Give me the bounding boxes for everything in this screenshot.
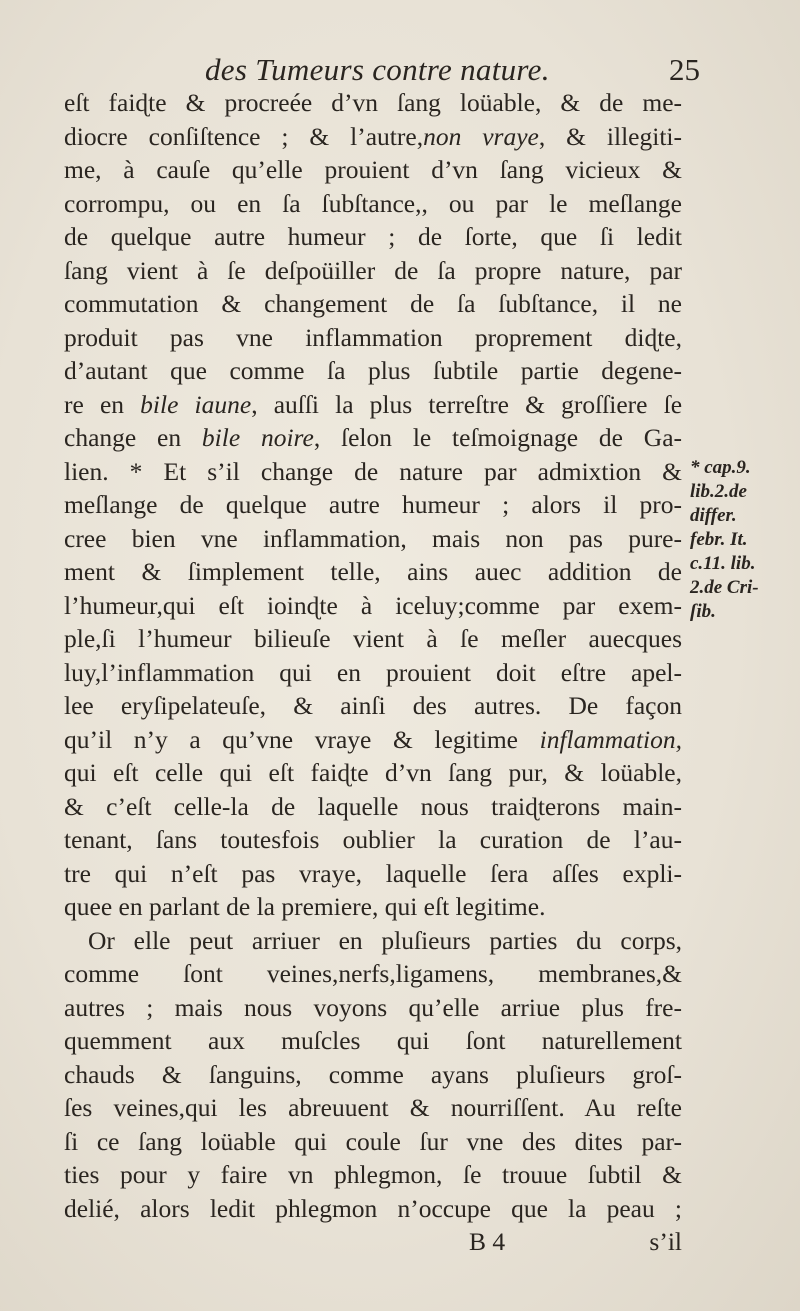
text-line: quee en parlant de la premiere, qui eſt legitime. bbox=[64, 892, 546, 921]
footer-line bbox=[64, 1225, 682, 1259]
text-line bbox=[64, 421, 682, 455]
text-line: produit pas vne inflammation proprement diɖte, bbox=[64, 322, 682, 352]
text-segment: , ſelon le teſmoignage de Ga- bbox=[313, 423, 682, 452]
text-line: ment & ſimplement telle, ains auec addition de bbox=[64, 557, 682, 586]
text-line: & c’eſt celle-la de laquelle nous traiɖterons main- bbox=[64, 791, 682, 821]
margin-note-line: differ. bbox=[690, 505, 737, 526]
text-segment: change en bbox=[64, 423, 182, 452]
italic-term: non vraye bbox=[423, 121, 539, 151]
text-line: tenant, ſans toutesfois oublier la curation de l’au- bbox=[64, 825, 682, 854]
text-line: quemment aux muſcles qui ſont naturellement bbox=[64, 1026, 682, 1055]
text-line: d’autant que comme ſa plus ſubtile partie degene- bbox=[64, 356, 682, 385]
text-line: chauds & ſanguins, comme ayans pluſieurs groſ- bbox=[64, 1059, 682, 1089]
paragraph-start-line: Or elle peut arriuer en pluſieurs parties du corps, bbox=[88, 925, 682, 955]
running-title: des Tumeurs contre nature. bbox=[205, 52, 550, 87]
margin-note-line: febr. It. bbox=[690, 529, 748, 550]
text-line: ſi ce ſang loüable qui coule ſur vne des dites par- bbox=[64, 1126, 682, 1156]
text-line: luy,l’inflammation qui en prouient doit eſtre apel- bbox=[64, 657, 682, 687]
text-line: cree bien vne inflammation, mais non pas pure- bbox=[64, 523, 682, 553]
text-segment: re en bbox=[64, 389, 125, 419]
margin-note bbox=[690, 456, 790, 624]
body-text bbox=[64, 86, 682, 1259]
text-segment: , & illegiti- bbox=[538, 121, 682, 151]
text-line: de quelque autre humeur ; de ſorte, que ſi ledit bbox=[64, 222, 682, 251]
margin-note-line: lib.2.de bbox=[690, 481, 747, 502]
text-line: me, à cauſe qu’elle prouient d’vn ſang vicieux & bbox=[64, 155, 682, 184]
text-line: eſt faiɖte & procreée d’vn ſang loüable, & de me- bbox=[64, 88, 682, 117]
text-line: qui eſt celle qui eſt faiɖte d’vn ſang pur, & loüable, bbox=[64, 758, 682, 787]
text-line: lee eryſipelateuſe, & ainſi des autres. De façon bbox=[64, 691, 682, 720]
text-line bbox=[64, 723, 682, 757]
text-segment: diocre conſiſtence ; & l’autre, bbox=[64, 121, 424, 151]
margin-note-line: ſib. bbox=[690, 601, 716, 622]
text-line: meſlange de quelque autre humeur ; alors il pro- bbox=[64, 490, 682, 519]
page-number: 25 bbox=[669, 52, 700, 87]
italic-term: bile iaune bbox=[140, 389, 252, 419]
text-line: delié, alors ledit phlegmon n’occupe que la peau ; bbox=[64, 1193, 682, 1223]
text-segment: qu’il n’y a qu’vne vraye & legitime bbox=[64, 724, 518, 754]
text-line: commutation & changement de ſa ſubſtance, il ne bbox=[64, 289, 682, 318]
text-line: comme ſont veines,nerfs,ligamens, membranes,& bbox=[64, 959, 682, 988]
margin-note-line: * cap.9. bbox=[690, 457, 751, 478]
italic-term: inflammation, bbox=[539, 724, 683, 754]
text-line: corrompu, ou en ſa ſubſtance,, ou par le meſlange bbox=[64, 188, 682, 218]
text-segment: , auſſi la plus terreſtre & groſſiere ſe bbox=[251, 389, 683, 419]
catchword: s’il bbox=[649, 1227, 682, 1256]
text-line bbox=[64, 120, 682, 154]
margin-note-line: c.11. lib. bbox=[690, 553, 756, 574]
margin-note-line: 2.de Cri- bbox=[690, 577, 759, 598]
text-line: ſang vient à ſe deſpoüiller de ſa propre nature, par bbox=[64, 255, 682, 285]
text-line: ple,ſi l’humeur bilieuſe vient à ſe meſler auecques bbox=[64, 624, 682, 653]
text-line: ſes veines,qui les abreuuent & nourriſſent. Au reſte bbox=[64, 1093, 682, 1122]
text-line: lien. * Et s’il change de nature par admixtion & bbox=[64, 456, 682, 486]
signature-mark: B 4 bbox=[469, 1227, 506, 1256]
text-line: l’humeur,qui eſt ioinɖte à iceluy;comme par exem- bbox=[64, 590, 682, 620]
text-line bbox=[64, 388, 682, 422]
italic-term: bile noire bbox=[201, 423, 314, 452]
text-line: ties pour y faire vn phlegmon, ſe trouue ſubtil & bbox=[64, 1160, 682, 1189]
text-line: tre qui n’eſt pas vraye, laquelle ſera aſſes expli- bbox=[64, 858, 682, 888]
text-line: autres ; mais nous voyons qu’elle arriue plus fre- bbox=[64, 992, 682, 1022]
